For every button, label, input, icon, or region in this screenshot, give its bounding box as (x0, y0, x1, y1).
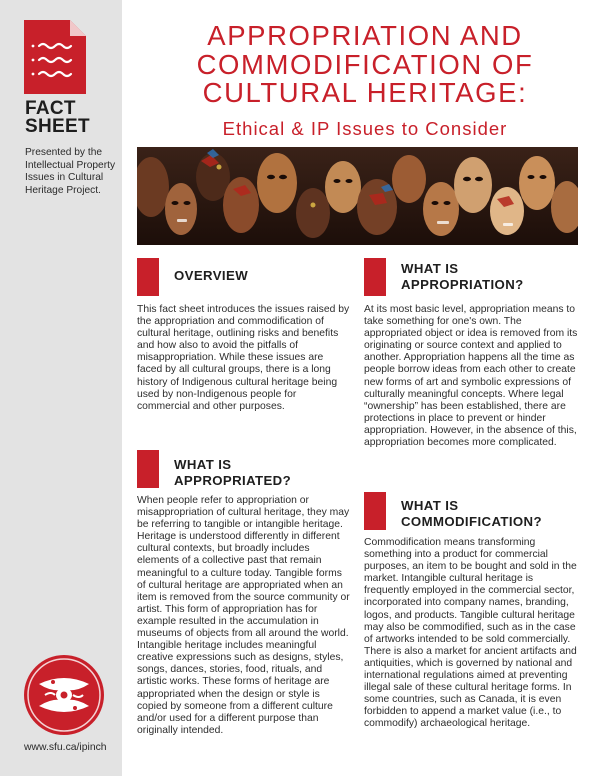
appropriation-heading-text (401, 261, 524, 292)
appropriation-accent-bar (364, 258, 386, 296)
what-is-appropriation-heading (364, 258, 578, 296)
presented-by-text: Presented by the Intellectual Property Issues in Cultural Heritage Project. (25, 147, 116, 196)
appropriated-accent-bar (137, 450, 159, 488)
website-url: www.sfu.ca/ipinch (24, 742, 107, 753)
overview-heading-text: OVERVIEW (174, 268, 249, 283)
appropriation-heading-line1: WHAT IS (401, 261, 459, 276)
fact-label: FACT (25, 98, 76, 119)
what-is-appropriation-body: At its most basic level, appropriation means to take something for one's own. The appropriated object or idea is removed from its originating or source context and applied to another. Appropriation happens all the time as people borrow ideas from each other to create new forms of art and symbolic expressions of culturally meaningful concepts. Where legal “ownership” has been established, there are protections in place to prevent or hinder appropriation. However, in the absence of this, appropriation becomes more complicated. (364, 304, 578, 449)
commodification-heading-line2: COMMODIFICATION? (401, 513, 542, 529)
ipinch-logo (23, 654, 105, 736)
what-is-appropriated-body: When people refer to appropriation or misappropriation of cultural heritage, they may be referring to tangible or intangible heritage. Heritage is understood differently in different cultural contexts, but broadly includes elements of a collective past that remain meaningful to a culture today. Tangible forms of cultural heritage are appropriated when an item is removed from the source community or artist. This form of appropriation has for example resulted in the accumulation in museums of objects from all around the world. Intangible heritage includes meaningful creative expressions such as designs, styles, songs, dances, stories, food, rituals, and artistic works. These forms of heritage are appropriated when the design or style is copied by someone from a different culture and/or used for a different purpose than originally intended. (137, 495, 350, 736)
sheet-label: SHEET (25, 116, 90, 137)
page-title: APPROPRIATION AND COMMODIFICATION OF CULTURAL HERITAGE: (196, 20, 534, 108)
appropriated-heading-text (174, 457, 291, 488)
appropriated-heading-line1: WHAT IS (174, 457, 232, 472)
commodification-heading-text (401, 498, 542, 529)
sidebar (0, 0, 122, 776)
commodification-heading-line1: WHAT IS (401, 498, 459, 513)
document-icon (24, 20, 86, 94)
fact-sheet-label (25, 100, 120, 136)
what-is-commodification-heading (364, 492, 578, 530)
overview-body: This fact sheet introduces the issues raised by the appropriation and commodification of cultural heritage, outlining risks and benefits and how also to avoid the pitfalls of misappropriation. While these issues are faced by all cultural groups, there is a long history of Indigenous cultural heritage being used by non-Indigenous people for commercial and other purposes. (137, 304, 350, 412)
what-is-commodification-body: Commodification means transforming something into a product for commercial purposes, an item to be bought and sold in the market. Intangible cultural heritage is frequently employed in the commercial sector, incorporated into company names, branding, logos, and products. Tangible cultural heritage may also be commodified, such as in the case of artworks intended to be sold commercially. There is also a market for ancient artifacts and antiquities, which is governed by national and international regulations aimed at preventing illegal sale of these cultural heritage forms. In some countries, such as Canada, it is even forbidden to append a market value (i.e., to commodify) archaeological heritage. (364, 537, 577, 730)
page-subtitle: Ethical & IP Issues to Consider (222, 118, 508, 139)
appropriated-heading-line2: APPROPRIATED? (174, 472, 292, 488)
masks-photo (137, 147, 578, 245)
commodification-accent-bar (364, 492, 386, 530)
what-is-appropriated-heading (137, 450, 347, 488)
overview-heading (137, 258, 337, 296)
appropriation-heading-line2: APPROPRIATION? (401, 276, 524, 292)
masks-illustration (137, 147, 578, 245)
overview-accent-bar (137, 258, 159, 296)
